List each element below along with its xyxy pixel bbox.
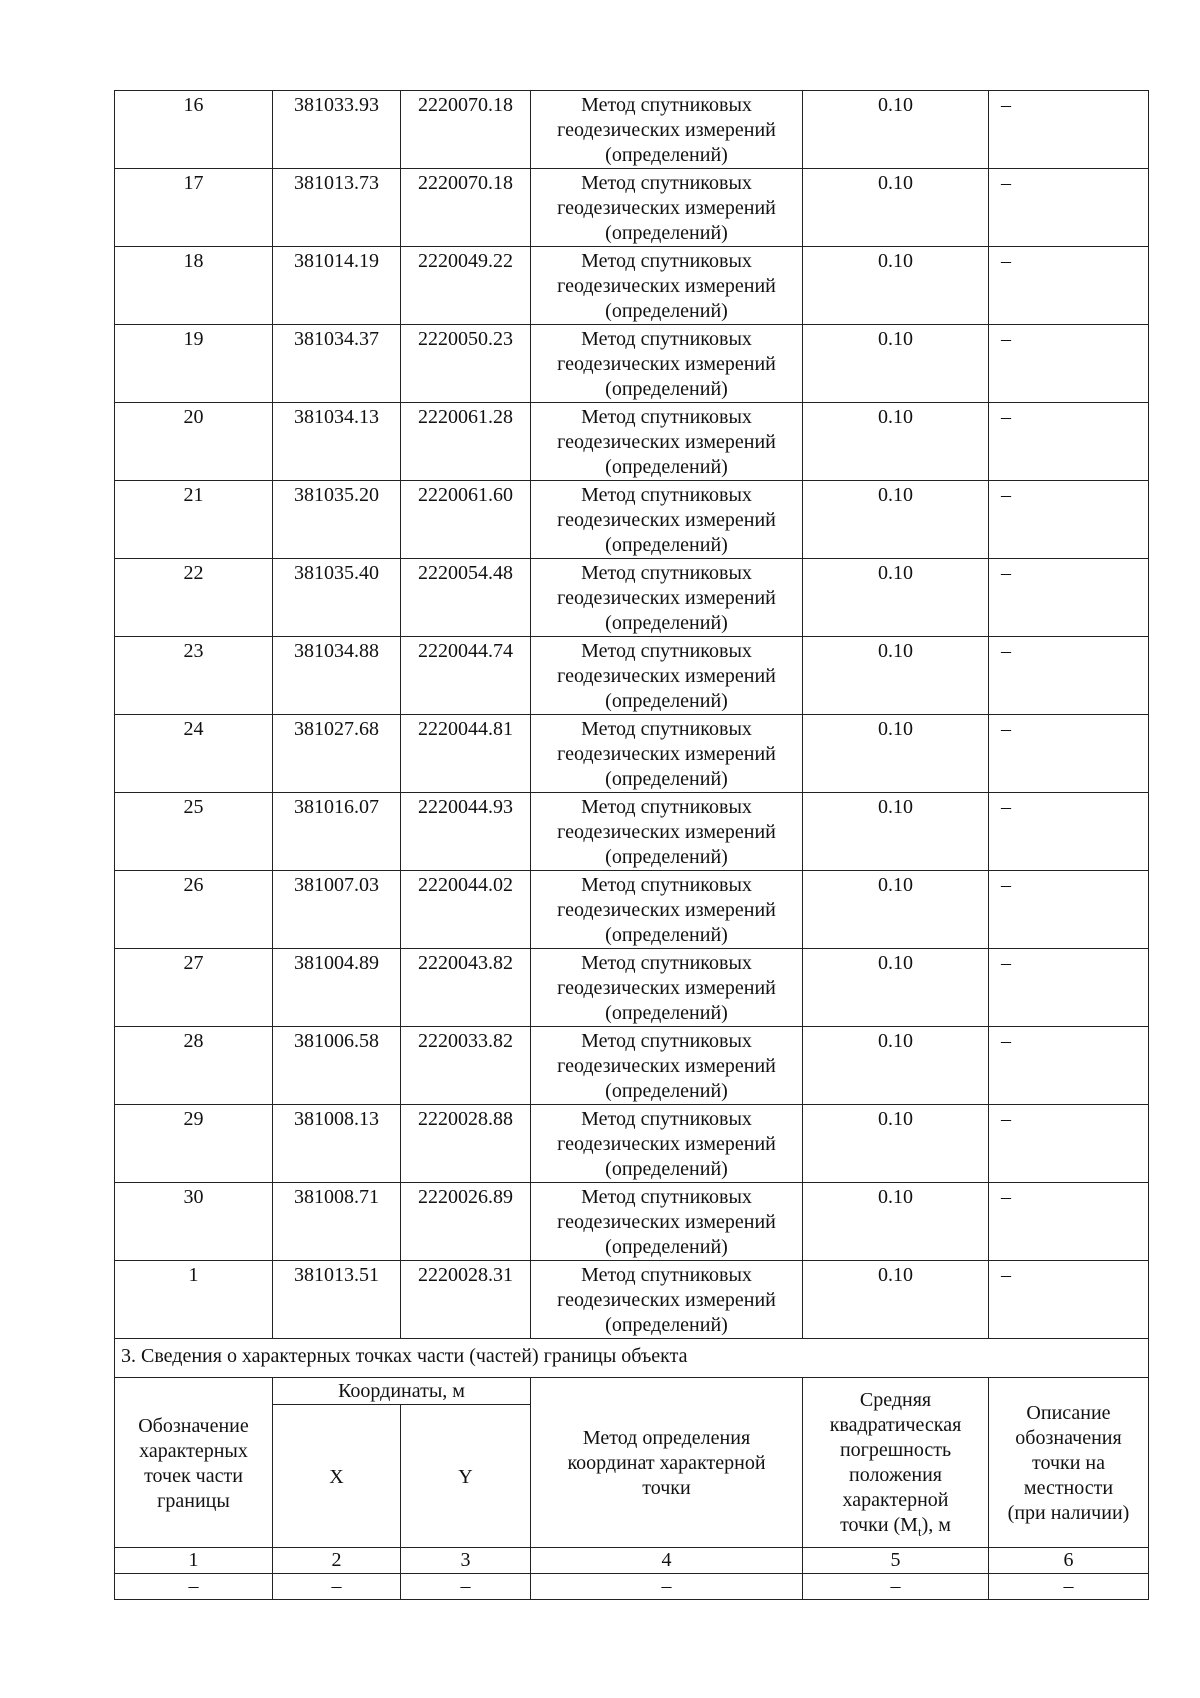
coord-y: 2220049.22 — [401, 247, 531, 325]
point-number: 26 — [115, 871, 273, 949]
method-line: геодезических измерений — [557, 977, 776, 999]
method-line: Метод спутниковых — [581, 640, 752, 662]
method-line: геодезических измерений — [557, 509, 776, 531]
coord-y: 2220044.81 — [401, 715, 531, 793]
coord-x: 381006.58 — [273, 1027, 401, 1105]
col-number: 1 — [115, 1548, 273, 1574]
method-line: геодезических измерений — [557, 1211, 776, 1233]
point-number: 28 — [115, 1027, 273, 1105]
method — [531, 169, 803, 247]
coord-x: 381013.73 — [273, 169, 401, 247]
point-description: – — [989, 91, 1149, 169]
coord-x: 381035.20 — [273, 481, 401, 559]
coord-x: 381035.40 — [273, 559, 401, 637]
method-line: геодезических измерений — [557, 899, 776, 921]
table-row — [115, 247, 1149, 325]
mean-error: 0.10 — [803, 1183, 989, 1261]
mean-error: 0.10 — [803, 1105, 989, 1183]
method — [531, 1105, 803, 1183]
method-line: Метод спутниковых — [581, 874, 752, 896]
section3-title: 3. Сведения о характерных точках части (частей) границы объекта — [115, 1339, 1149, 1378]
coord-y: 2220044.93 — [401, 793, 531, 871]
method-line: Метод спутниковых — [581, 562, 752, 584]
point-number: 17 — [115, 169, 273, 247]
point-description: – — [989, 1261, 1149, 1339]
method-line: геодезических измерений — [557, 197, 776, 219]
point-description: – — [989, 481, 1149, 559]
table-row — [115, 715, 1149, 793]
method-line: Метод спутниковых — [581, 796, 752, 818]
point-description: – — [989, 1183, 1149, 1261]
section3-body — [115, 1339, 1149, 1600]
mean-error: 0.10 — [803, 247, 989, 325]
method — [531, 1183, 803, 1261]
method-line: (определений) — [605, 534, 728, 556]
mean-error: 0.10 — [803, 1261, 989, 1339]
method-line: Метод спутниковых — [581, 406, 752, 428]
point-number: 29 — [115, 1105, 273, 1183]
point-description: – — [989, 1027, 1149, 1105]
mean-error: 0.10 — [803, 1027, 989, 1105]
col-number: 6 — [989, 1548, 1149, 1574]
method-line: геодезических измерений — [557, 587, 776, 609]
method — [531, 949, 803, 1027]
coord-x: 381013.51 — [273, 1261, 401, 1339]
method-line: Метод спутниковых — [581, 718, 752, 740]
point-description: – — [989, 325, 1149, 403]
method-line: (определений) — [605, 456, 728, 478]
points-table-body — [115, 91, 1149, 1339]
coord-x: 381034.37 — [273, 325, 401, 403]
method-line: Метод спутниковых — [581, 1108, 752, 1130]
point-description: – — [989, 247, 1149, 325]
mean-error: 0.10 — [803, 637, 989, 715]
method-line: геодезических измерений — [557, 821, 776, 843]
point-description: – — [989, 169, 1149, 247]
table-row — [115, 403, 1149, 481]
method — [531, 871, 803, 949]
coord-y: 2220028.31 — [401, 1261, 531, 1339]
section3-title-row — [115, 1339, 1149, 1378]
point-number: 30 — [115, 1183, 273, 1261]
mean-error: 0.10 — [803, 559, 989, 637]
point-number: 20 — [115, 403, 273, 481]
method — [531, 481, 803, 559]
method-line: (определений) — [605, 1314, 728, 1336]
empty-cell: – — [401, 1574, 531, 1600]
table-row — [115, 169, 1149, 247]
method-line: геодезических измерений — [557, 431, 776, 453]
empty-data-row — [115, 1574, 1149, 1600]
mean-error: 0.10 — [803, 481, 989, 559]
coord-y: 2220028.88 — [401, 1105, 531, 1183]
point-description: – — [989, 871, 1149, 949]
point-number: 23 — [115, 637, 273, 715]
method-line: Метод спутниковых — [581, 328, 752, 350]
coord-x: 381004.89 — [273, 949, 401, 1027]
table-row — [115, 1261, 1149, 1339]
method-line: (определений) — [605, 768, 728, 790]
method-line: геодезических измерений — [557, 1289, 776, 1311]
empty-cell: – — [989, 1574, 1149, 1600]
header-description: Описание обозначения точки на местности (при наличии) — [989, 1378, 1149, 1548]
col-number: 2 — [273, 1548, 401, 1574]
coord-y: 2220050.23 — [401, 325, 531, 403]
empty-cell: – — [115, 1574, 273, 1600]
table-row — [115, 637, 1149, 715]
coord-x: 381007.03 — [273, 871, 401, 949]
point-description: – — [989, 403, 1149, 481]
method-line: (определений) — [605, 1158, 728, 1180]
table-row — [115, 871, 1149, 949]
coord-y: 2220061.28 — [401, 403, 531, 481]
table-row — [115, 1105, 1149, 1183]
col-number: 3 — [401, 1548, 531, 1574]
empty-cell: – — [531, 1574, 803, 1600]
col-number: 4 — [531, 1548, 803, 1574]
method-line: (определений) — [605, 1002, 728, 1024]
coord-x: 381034.88 — [273, 637, 401, 715]
table-row — [115, 1183, 1149, 1261]
method — [531, 247, 803, 325]
method-line: Метод спутниковых — [581, 952, 752, 974]
point-number: 24 — [115, 715, 273, 793]
method — [531, 91, 803, 169]
coord-x: 381034.13 — [273, 403, 401, 481]
point-description: – — [989, 1105, 1149, 1183]
method-line: (определений) — [605, 144, 728, 166]
method-line: геодезических измерений — [557, 1133, 776, 1155]
method — [531, 715, 803, 793]
header-y: Y — [401, 1405, 531, 1548]
method-line: Метод спутниковых — [581, 250, 752, 272]
method-line: (определений) — [605, 300, 728, 322]
mean-error: 0.10 — [803, 793, 989, 871]
point-number: 19 — [115, 325, 273, 403]
mean-error: 0.10 — [803, 871, 989, 949]
coord-y: 2220044.74 — [401, 637, 531, 715]
point-number: 16 — [115, 91, 273, 169]
method-line: Метод спутниковых — [581, 172, 752, 194]
coord-x: 381014.19 — [273, 247, 401, 325]
header-coordinates: Координаты, м — [273, 1378, 531, 1405]
point-number: 25 — [115, 793, 273, 871]
coord-x: 381027.68 — [273, 715, 401, 793]
coord-y: 2220026.89 — [401, 1183, 531, 1261]
coord-y: 2220054.48 — [401, 559, 531, 637]
method-line: (определений) — [605, 378, 728, 400]
point-description: – — [989, 559, 1149, 637]
method-line: (определений) — [605, 1080, 728, 1102]
method-line: Метод спутниковых — [581, 94, 752, 116]
method — [531, 559, 803, 637]
method-line: Метод спутниковых — [581, 1264, 752, 1286]
table-row — [115, 949, 1149, 1027]
mean-error: 0.10 — [803, 403, 989, 481]
method — [531, 1027, 803, 1105]
method — [531, 793, 803, 871]
method-line: геодезических измерений — [557, 275, 776, 297]
coord-y: 2220033.82 — [401, 1027, 531, 1105]
empty-cell: – — [273, 1574, 401, 1600]
table-row — [115, 559, 1149, 637]
table-row — [115, 793, 1149, 871]
mean-error: 0.10 — [803, 949, 989, 1027]
section3-header-row — [115, 1378, 1149, 1405]
coord-y: 2220070.18 — [401, 91, 531, 169]
point-description: – — [989, 949, 1149, 1027]
method — [531, 1261, 803, 1339]
header-designation: Обозначение характерных точек части границы — [115, 1378, 273, 1548]
col-number: 5 — [803, 1548, 989, 1574]
mean-error: 0.10 — [803, 91, 989, 169]
method-line: Метод спутниковых — [581, 484, 752, 506]
point-number: 1 — [115, 1261, 273, 1339]
method — [531, 403, 803, 481]
method-line: геодезических измерений — [557, 1055, 776, 1077]
method-line: Метод спутниковых — [581, 1186, 752, 1208]
coord-x: 381008.71 — [273, 1183, 401, 1261]
coord-x: 381033.93 — [273, 91, 401, 169]
method-line: геодезических измерений — [557, 119, 776, 141]
table-row — [115, 91, 1149, 169]
mean-error: 0.10 — [803, 325, 989, 403]
point-description: – — [989, 637, 1149, 715]
method-line: геодезических измерений — [557, 743, 776, 765]
column-number-row — [115, 1548, 1149, 1574]
point-description: – — [989, 793, 1149, 871]
mean-error: 0.10 — [803, 169, 989, 247]
table-row — [115, 481, 1149, 559]
mean-error: 0.10 — [803, 715, 989, 793]
method — [531, 325, 803, 403]
coord-y: 2220044.02 — [401, 871, 531, 949]
method-line: (определений) — [605, 846, 728, 868]
point-number: 18 — [115, 247, 273, 325]
point-number: 22 — [115, 559, 273, 637]
coord-x: 381016.07 — [273, 793, 401, 871]
point-description: – — [989, 715, 1149, 793]
document-page — [114, 90, 1148, 1600]
coord-y: 2220043.82 — [401, 949, 531, 1027]
table-row — [115, 325, 1149, 403]
method-line: геодезических измерений — [557, 353, 776, 375]
coord-x: 381008.13 — [273, 1105, 401, 1183]
header-method: Метод определения координат характерной точки — [531, 1378, 803, 1548]
method-line: (определений) — [605, 612, 728, 634]
header-x: X — [273, 1405, 401, 1548]
header-mean-error: Средняя квадратическая погрешность положения характерной точки $(M_t)$, м — [803, 1378, 989, 1548]
coordinates-table — [114, 90, 1149, 1600]
coord-y: 2220061.60 — [401, 481, 531, 559]
method-line: (определений) — [605, 924, 728, 946]
method-line: геодезических измерений — [557, 665, 776, 687]
point-number: 21 — [115, 481, 273, 559]
empty-cell: – — [803, 1574, 989, 1600]
method-line: (определений) — [605, 1236, 728, 1258]
table-row — [115, 1027, 1149, 1105]
method-line: (определений) — [605, 690, 728, 712]
point-number: 27 — [115, 949, 273, 1027]
method-line: Метод спутниковых — [581, 1030, 752, 1052]
coord-y: 2220070.18 — [401, 169, 531, 247]
method — [531, 637, 803, 715]
method-line: (определений) — [605, 222, 728, 244]
